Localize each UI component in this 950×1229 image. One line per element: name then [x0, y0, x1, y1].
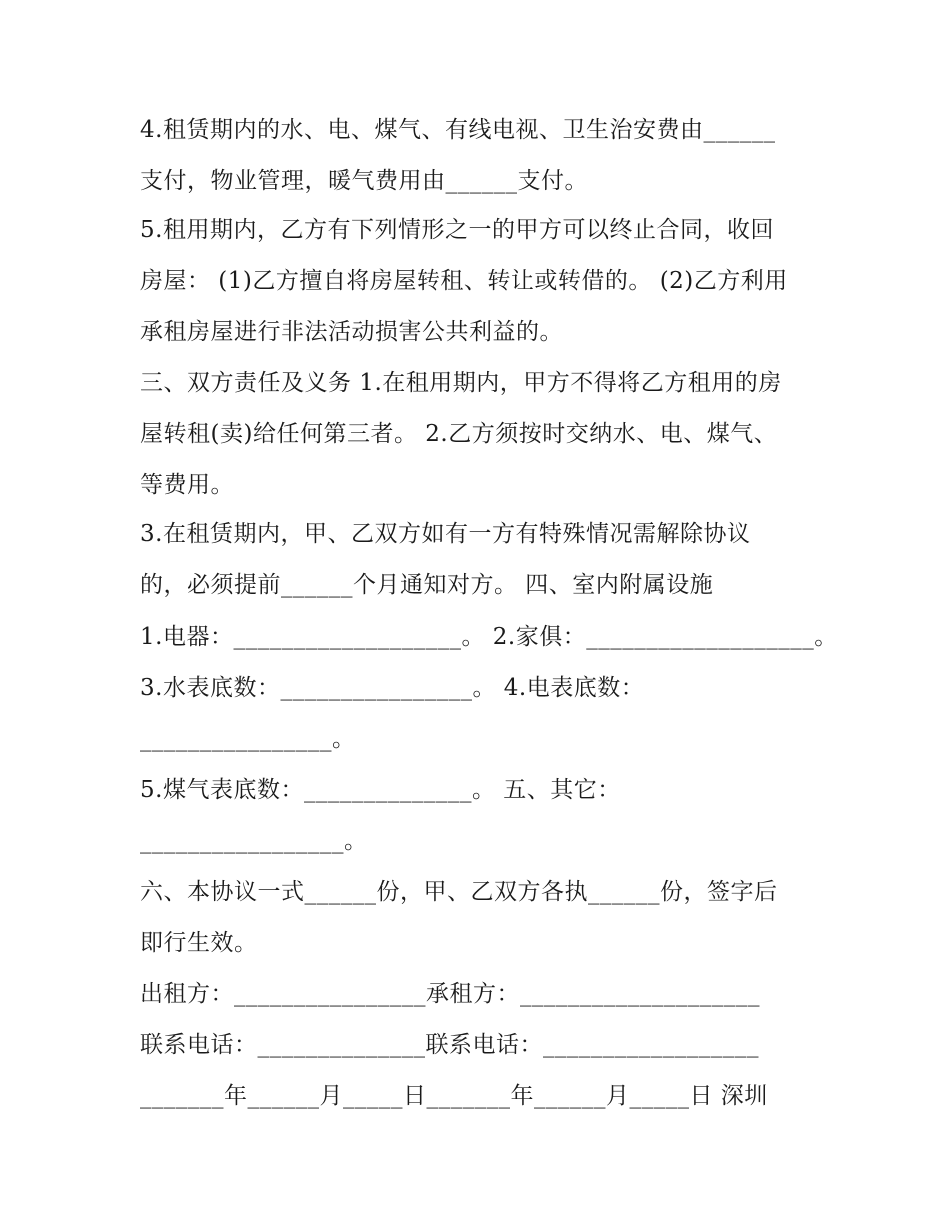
clause-5-line-2: 房屋： (1)乙方擅自将房屋转租、转让或转借的。 (2)乙方利用 [140, 268, 788, 294]
section-5-other-value: _________________。 [140, 828, 368, 854]
section-3-clause-3-line-1: 3.在租赁期内，甲、乙双方如有一方有特殊情况需解除协议 [140, 521, 751, 547]
section-6-line-1: 六、本协议一式______份，甲、乙双方各执______份，签字后 [140, 879, 778, 905]
section-3-line-3: 等费用。 [140, 472, 234, 498]
signature-phone-numbers: 联系电话：______________联系电话：__________________ [140, 1032, 759, 1058]
section-3-line-1: 三、双方责任及义务 1.在租用期内，甲方不得将乙方租用的房 [140, 370, 782, 396]
clause-4-line-1: 4.租赁期内的水、电、煤气、有线电视、卫生治安费由______ [140, 117, 776, 143]
facilities-water-electric-meter: 3.水表底数：________________。 4.电表底数： [140, 675, 645, 701]
section-3-clause-3-line-2: 的，必须提前______个月通知对方。 四、室内附属设施 [140, 572, 714, 598]
clause-4-line-2: 支付，物业管理，暖气费用由______支付。 [140, 168, 588, 194]
section-3-line-2: 屋转租(卖)给任何第三者。 2.乙方须按时交纳水、电、煤气、 [140, 421, 778, 447]
clause-5-line-3: 承租房屋进行非法活动损害公共利益的。 [140, 319, 563, 345]
section-6-line-2: 即行生效。 [140, 930, 258, 956]
clause-5-line-1: 5.租用期内，乙方有下列情形之一的甲方可以终止合同，收回 [140, 217, 774, 243]
signature-dates: _______年______月_____日_______年______月_____日 深圳 [140, 1083, 768, 1109]
facilities-electric-meter-value: ________________。 [140, 726, 356, 752]
facilities-appliances-furniture: 1.电器：___________________。 2.家俱：___________________。 [140, 624, 838, 650]
facilities-gas-meter-other: 5.煤气表底数：______________。 五、其它： [140, 777, 621, 803]
signature-lessor-lessee: 出租方：________________承租方：____________________ [140, 981, 760, 1007]
